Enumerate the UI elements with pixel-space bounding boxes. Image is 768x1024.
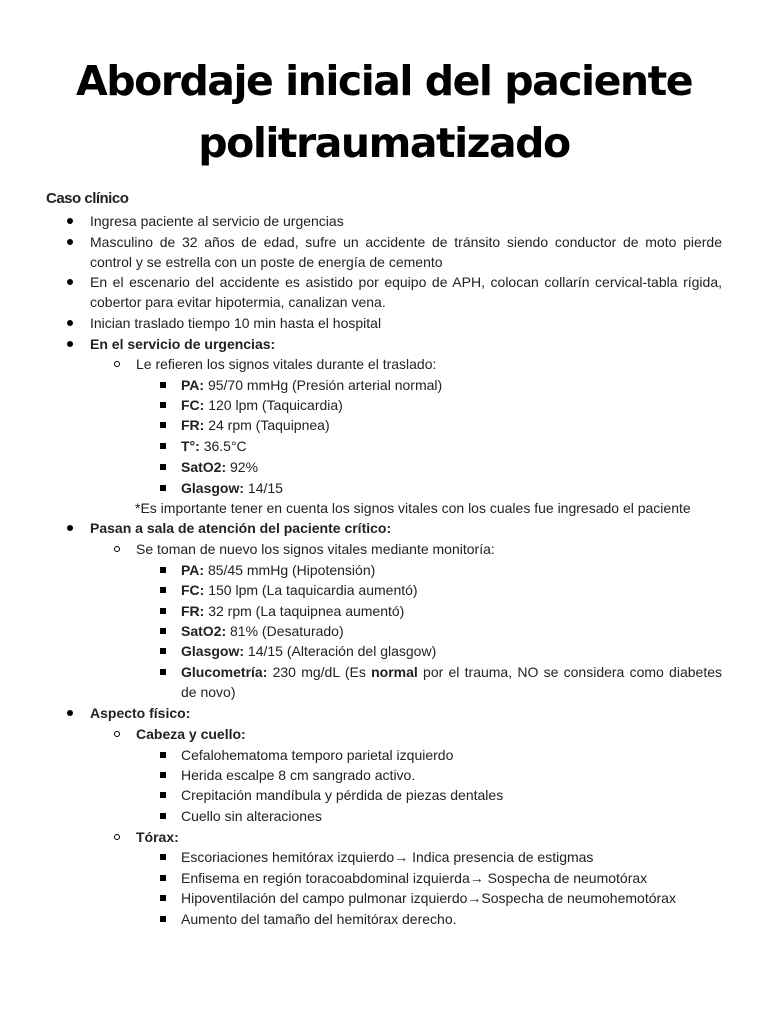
bullet-disc-icon [67,239,73,245]
vital-sign-item [181,662,722,682]
vital-value: 85/45 mmHg (Hipotensión) [204,562,376,578]
bullet-circle-icon [114,731,120,737]
list-item: Cuello sin alteraciones [181,808,322,824]
bullet-disc-icon [67,218,73,224]
vital-label: Glucometría: [181,664,268,680]
vital-sign-item [181,436,247,456]
bullet-circle-icon [114,546,120,552]
subheading-torax: Tórax: [136,829,179,845]
vital-value: por el trauma, NO se considera como diabetes [417,664,722,680]
bullet-square-icon [160,854,166,860]
vital-value: 24 rpm (Taquipnea) [204,417,330,433]
bullet-square-icon [160,567,166,573]
section-heading-caso-clinico: Caso clínico [46,190,129,207]
bullet-square-icon [160,813,166,819]
bullet-square-icon [160,422,166,428]
bullet-square-icon [160,916,166,922]
bullet-square-icon [160,382,166,388]
vital-value: 95/70 mmHg (Presión arterial normal) [204,377,443,393]
vital-value: 14/15 [244,480,283,496]
vital-label: FR: [181,603,205,619]
bullet-circle-icon [114,361,120,367]
vital-value: 81% (Desaturado) [226,623,344,639]
vital-emphasis: normal [371,664,418,680]
list-item: Crepitación mandíbula y pérdida de piezas dentales [181,787,504,803]
vital-sign-item [181,621,344,641]
vital-sign-item [181,395,343,415]
vital-sign-item [181,560,375,580]
title-line-2: politraumatizado [198,119,570,167]
list-item: Se toman de nuevo los signos vitales mediante monitoría: [136,541,495,557]
vital-sign-item [181,580,418,600]
vital-label: SatO2: [181,459,227,475]
list-item: Escoriaciones hemitórax izquierdo→ Indica presencia de estigmas [181,849,594,865]
list-item: Inician traslado tiempo 10 min hasta el hospital [90,315,382,331]
vital-label: FR: [181,417,205,433]
vital-value: 32 rpm (La taquipnea aumentó) [204,603,405,619]
vital-sign-item [181,415,330,435]
list-item: Herida escalpe 8 cm sangrado activo. [181,767,416,783]
list-item-continuation: de novo) [181,684,236,700]
bullet-square-icon [160,464,166,470]
vital-label: Glasgow: [181,480,245,496]
list-item-continuation: control y se estrella con un poste de energía de cemento [90,254,443,270]
bullet-disc-icon [67,279,73,285]
vital-value: 120 lpm (Taquicardia) [204,397,343,413]
subsection-heading-urgencias: En el servicio de urgencias: [90,336,276,352]
subsection-heading-critico: Pasan a sala de atención del paciente crítico: [90,520,392,536]
vital-value: 150 lpm (La taquicardia aumentó) [204,582,418,598]
bullet-square-icon [160,875,166,881]
bullet-square-icon [160,402,166,408]
important-note: *Es importante tener en cuenta los signos vitales con los cuales fue ingresado el paciente [135,500,691,516]
bullet-disc-icon [67,710,73,716]
list-item-continuation: cobertor para evitar hipotermia, canalizan vena. [90,294,386,310]
vital-sign-item [181,641,436,661]
vital-value: 230 mg/dL (Es [267,664,372,680]
vital-label: PA: [181,377,205,393]
vital-value: 92% [226,459,259,475]
bullet-disc-icon [67,341,73,347]
vital-label: SatO2: [181,623,227,639]
vital-label: FC: [181,582,205,598]
list-item: Aumento del tamaño del hemitórax derecho. [181,911,457,927]
bullet-square-icon [160,443,166,449]
subsection-heading-aspecto: Aspecto físico: [90,705,191,721]
vital-sign-item [181,457,258,477]
vital-label: PA: [181,562,205,578]
document-title [0,50,768,174]
vital-sign-item [181,601,404,621]
bullet-square-icon [160,648,166,654]
bullet-circle-icon [114,834,120,840]
bullet-square-icon [160,587,166,593]
bullet-square-icon [160,752,166,758]
subheading-cabeza-cuello: Cabeza y cuello: [136,726,246,742]
vital-label: FC: [181,397,205,413]
bullet-square-icon [160,895,166,901]
vital-sign-item [181,375,442,395]
list-item: Ingresa paciente al servicio de urgencias [90,213,344,229]
bullet-square-icon [160,792,166,798]
bullet-square-icon [160,669,166,675]
list-item: Hipoventilación del campo pulmonar izquierdo→Sospecha de neumohemotórax [181,890,676,906]
list-item: En el escenario del accidente es asistido por equipo de APH, colocan collarín cervical-tabla rígida, [90,274,722,290]
vital-value: 14/15 (Alteración del glasgow) [244,643,437,659]
bullet-disc-icon [67,320,73,326]
bullet-square-icon [160,608,166,614]
bullet-square-icon [160,772,166,778]
vital-label: Glasgow: [181,643,245,659]
bullet-square-icon [160,485,166,491]
title-line-1: Abordaje inicial del paciente [75,57,693,105]
list-item: Cefalohematoma temporo parietal izquierdo [181,747,454,763]
bullet-disc-icon [67,525,73,531]
vital-value: 36.5°C [199,438,247,454]
vital-sign-item [181,478,283,498]
bullet-square-icon [160,628,166,634]
list-item: Masculino de 32 años de edad, sufre un accidente de tránsito siendo conductor de moto pierde [90,234,722,250]
list-item: Le refieren los signos vitales durante el traslado: [136,356,437,372]
list-item: Enfisema en región toracoabdominal izquierda→ Sospecha de neumotórax [181,870,648,886]
vital-label: T°: [181,438,200,454]
